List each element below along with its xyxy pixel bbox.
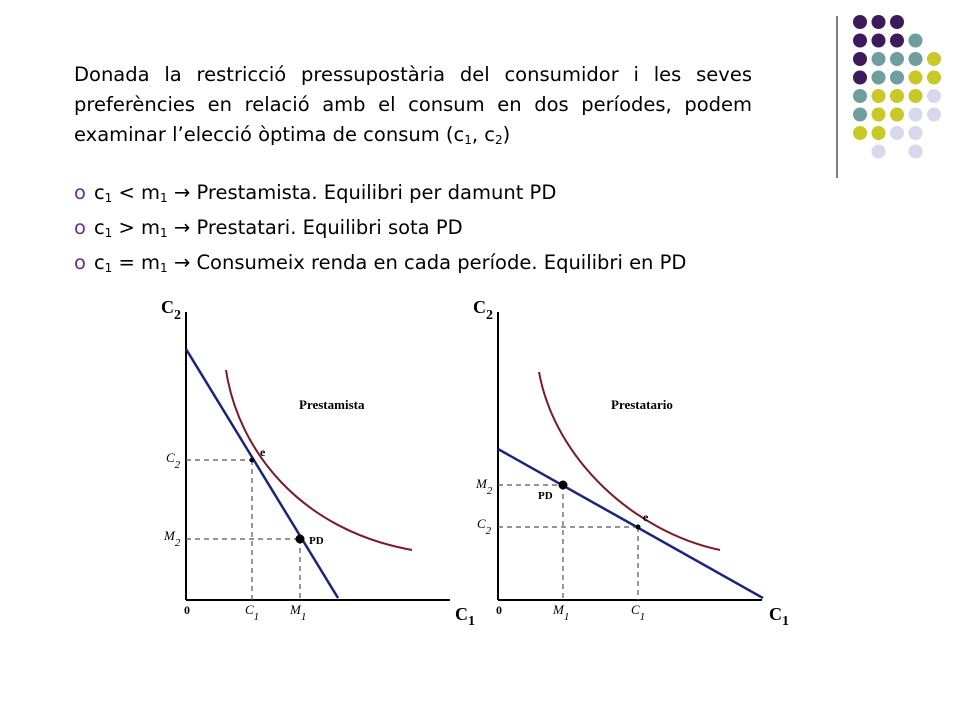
left-point-e — [250, 458, 255, 463]
bullet-var: c — [93, 251, 105, 274]
left-graph — [161, 297, 475, 629]
bullet-sub: 1 — [160, 191, 168, 205]
left-origin-label: 0 — [184, 603, 190, 617]
bullet-marker: o — [74, 251, 86, 274]
arrow-icon: → — [173, 251, 191, 274]
left-m2-label: $M_2$ — [164, 528, 181, 549]
right-point-pd — [559, 481, 568, 490]
left-y-axis-label: $C_2$ — [161, 297, 181, 323]
arrow-icon: → — [173, 181, 191, 204]
bullet-sub: 1 — [104, 191, 113, 205]
bullet-sub: 1 — [104, 261, 113, 275]
bullet-op: > m — [112, 216, 161, 239]
bullet-text: Prestamista. Equilibri per damunt PD — [196, 181, 557, 204]
bullet-text: Consumeix renda en cada període. Equilibri en PD — [196, 251, 687, 274]
left-point-pd — [296, 535, 305, 544]
left-c2-label: $C_2$ — [166, 450, 181, 471]
intro-sub-1: 1 — [464, 133, 472, 147]
right-x-axis-label: $C_1$ — [769, 604, 789, 629]
intro-sub-2: 2 — [495, 133, 503, 147]
right-budget-line — [498, 449, 763, 598]
left-c1-label: $C_1$ — [245, 602, 260, 623]
right-point-e — [636, 525, 641, 530]
right-y-axis-label: $C_2$ — [473, 297, 493, 323]
right-pd-label: PD — [538, 490, 553, 502]
left-graph-title: Prestamista — [299, 397, 365, 412]
bullet-sub: 1 — [160, 261, 168, 275]
bullet-var: c — [93, 216, 105, 239]
right-graph — [473, 297, 789, 629]
bullet-marker: o — [74, 181, 86, 204]
right-m2-label: $M_2$ — [476, 476, 493, 497]
right-c2-label: $C_2$ — [477, 516, 492, 537]
arrow-icon: → — [173, 216, 191, 239]
left-budget-line — [186, 349, 338, 598]
intro-text: Donada la restricció pressupostària del consumidor i les seves preferències en relació amb el consum en dos períodes, podem examinar l’elecció òptima de consum (c — [74, 63, 752, 146]
bullet-text: Prestatari. Equilibri sota PD — [196, 216, 463, 239]
bullet-var: c — [93, 181, 105, 204]
bullet-marker: o — [74, 216, 86, 239]
left-pd-label: PD — [309, 535, 324, 547]
bullet-op: = m — [112, 251, 161, 274]
right-origin-label: 0 — [496, 603, 502, 617]
intro-text-middle: , c — [471, 123, 496, 146]
left-m1-label: $M_1$ — [290, 602, 307, 623]
intro-text-end: ) — [502, 123, 511, 146]
bullet-sub: 1 — [104, 226, 113, 240]
right-m1-label: $M_1$ — [553, 602, 570, 623]
bullet-op: < m — [112, 181, 161, 204]
left-e-label: e — [260, 445, 266, 459]
right-e-label: e — [643, 510, 649, 524]
right-c1-label: $C_1$ — [631, 602, 646, 623]
bullet-sub: 1 — [160, 226, 168, 240]
right-graph-title: Prestatario — [611, 397, 673, 412]
left-x-axis-label: $C_1$ — [455, 604, 475, 629]
